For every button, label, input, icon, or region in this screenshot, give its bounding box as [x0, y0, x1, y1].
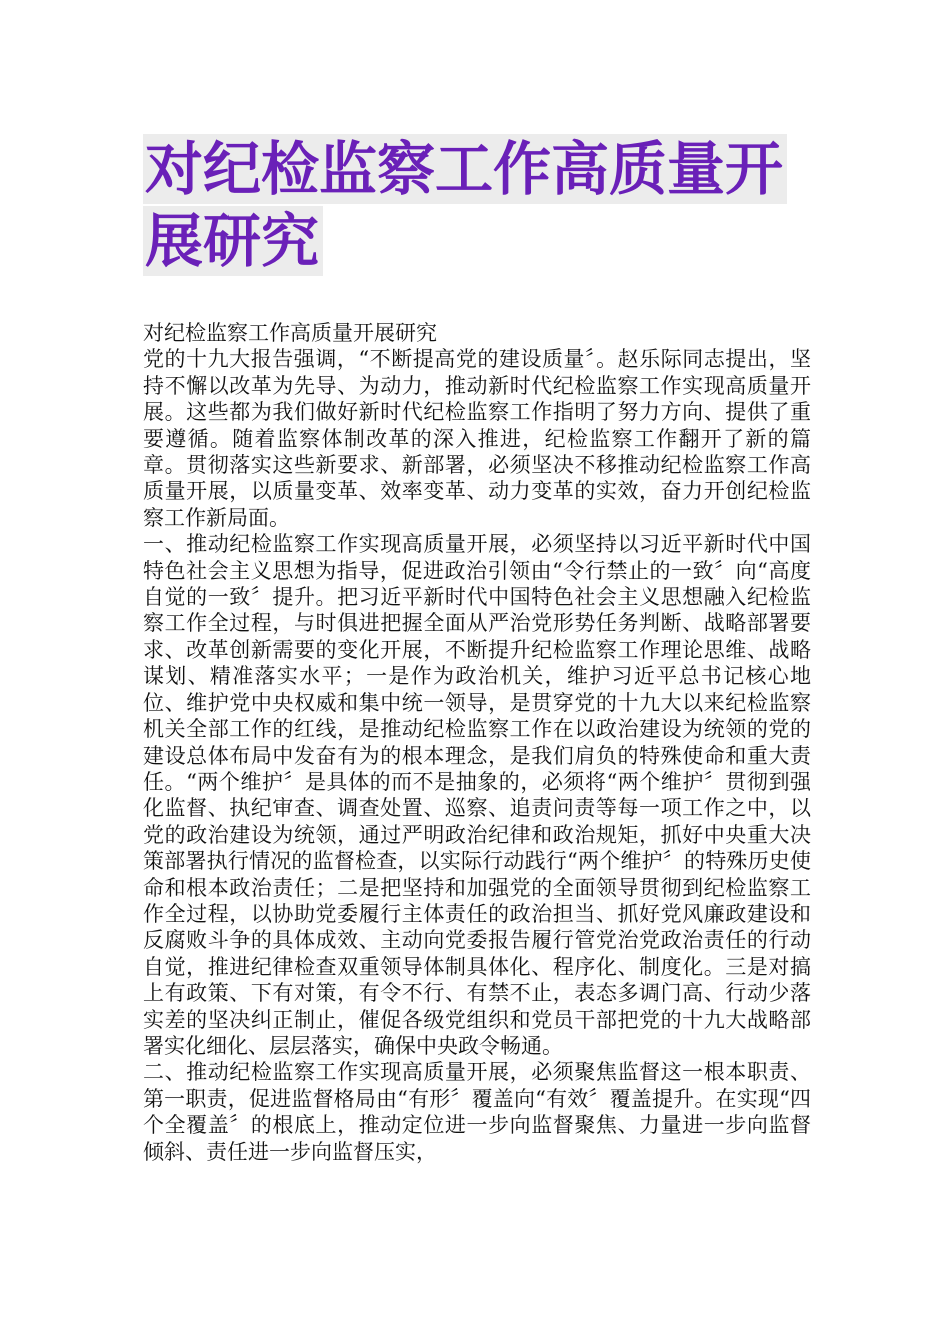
body-paragraph-section-1: 一、推动纪检监察工作实现高质量开展，必须坚持以习近平新时代中国特色社会主义思想为指导，促进政治引领由“令行禁止的一致〞向“高度自觉的一致〞提升。把习近平新时代中国特色社会主义思想融入纪检监察工作全过程，与时俱进把握全面从严治党形势任务判断、战略部署要求、改革创新需要的变化开展，不断提升纪检监察工作理论思维、战略谋划、精准落实水平；一是作为政治机关，维护习近平总书记核心地位、维护党中央权威和集中统一领导，是贯穿党的十九大以来纪检监察机关全部工作的红线，是推动纪检监察工作在以政治建设为统领的党的建设总体布局中发奋有为的根本理念，是我们肩负的特殊使命和重大责任。“两个维护〞是具体的而不是抽象的，必须将“两个维护〞贯彻到强化监督、执纪审查、调查处置、巡察、追责问责等每一项工作之中，以党的政治建设为统领，通过严明政治纪律和政治规矩，抓好中央重大决策部署执行情况的监督检查，以实际行动践行“两个维护〞的特殊历史使命和根本政治责任；二是把坚持和加强党的全面领导贯彻到纪检监察工作全过程，以协助党委履行主体责任的政治担当、抓好党风廉政建设和反腐败斗争的具体成效、主动向党委报告履行管党治党政治责任的行动自觉，推进纪律检查双重领导体制具体化、程序化、制度化。三是对搞上有政策、下有对策，有令不行、有禁不止，表态多调门高、行动少落实差的坚决纠正制止，催促各级党组织和党员干部把党的十九大战略部署实化细化、层层落实，确保中央政令畅通。	[143, 532, 811, 1058]
body-paragraph-intro: 党的十九大报告强调，“不断提高党的建设质量〞。赵乐际同志提出，坚持不懈以改革为先导、为动力，推动新时代纪检监察工作实现高质量开展。这些都为我们做好新时代纪检监察工作指明了努力方向、提供了重要遵循。随着监察体制改革的深入推进，纪检监察工作翻开了新的篇章。贯彻落实这些新要求、新部署，必须坚决不移推动纪检监察工作高质量开展，以质量变革、效率变革、动力变革的实效，奋力开创纪检监察工作新局面。	[143, 347, 811, 530]
document-title	[143, 134, 823, 278]
document-body	[143, 320, 811, 1165]
title-line-1: 对纪检监察工作高质量开	[143, 134, 787, 204]
body-paragraph-section-2: 二、推动纪检监察工作实现高质量开展，必须聚焦监督这一根本职责、第一职责，促进监督格局由“有形〞覆盖向“有效〞覆盖提升。在实现“四个全覆盖〞的根底上，推动定位进一步向监督聚焦、力量进一步向监督倾斜、责任进一步向监督压实，	[143, 1060, 811, 1164]
title-line-2: 展研究	[143, 206, 323, 276]
body-subtitle: 对纪检监察工作高质量开展研究	[143, 321, 437, 345]
